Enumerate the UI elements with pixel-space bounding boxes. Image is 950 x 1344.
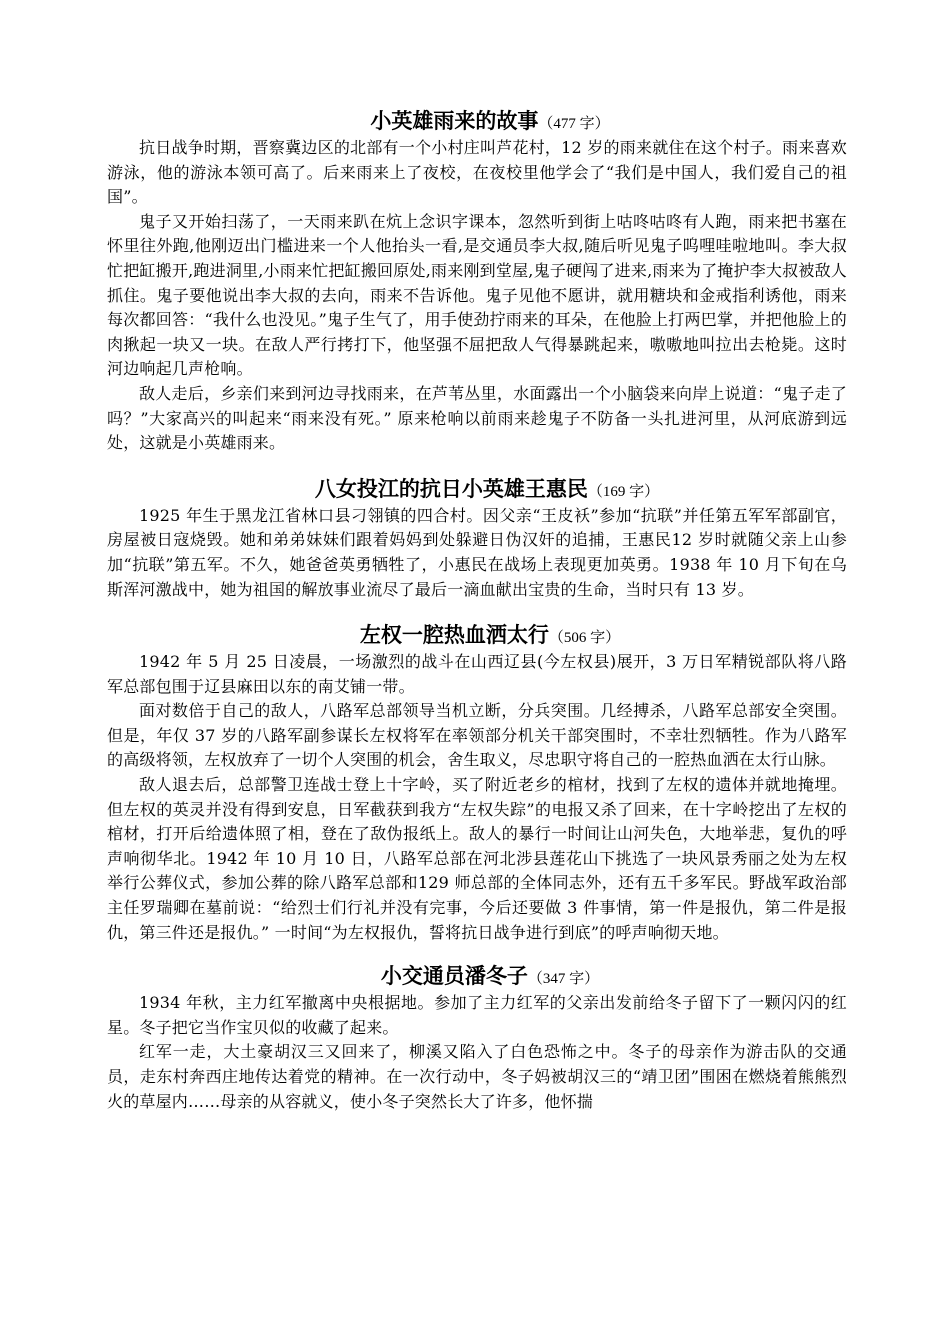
section-title-text: 左权一腔热血洒太行 [359, 623, 549, 648]
paragraph: 面对数倍于自己的敌人，八路军总部领导当机立断，分兵突围。几经搏杀，八路军总部安全突围。但是，年仅 37 岁的八路军副参谋长左权将军在率领部分机关干部突围时，不幸壮烈牺牲。作为八路军的高级将领，左权放弃了一切个人突围的机会，舍生取义，尽忠职守将自己的一腔热血洒在太行山脉。 [107, 701, 847, 770]
section-title [127, 472, 847, 504]
paragraph: 敌人退去后，总部警卫连战士登上十字岭，买了附近老乡的棺材，找到了左权的遗体并就地掩埋。但左权的英灵并没有得到安息，日军截获到我方“左权失踪”的电报又杀了回来，在十字岭挖出了左权的棺材，打开后给遗体照了相，登在了敌伪报纸上。敌人的暴行一时间让山河失色，大地举悲，复仇的呼声响彻华北。1942 年 10 月 10 日，八路军总部在河北涉县莲花山下挑选了一块风景秀丽之处为左权举行公葬仪式，参加公葬的除八路军总部和129 师总部的全体同志外，还有五千多军民。野战军政治部主任罗瑞卿在墓前说：“给烈士们行礼并没有完事，今后还要做 3 件事情，第一件是报仇，第二件是报仇，第三件还是报仇。” 一时间“为左权报仇，誓将抗日战争进行到底”的呼声响彻天地。 [107, 775, 847, 942]
section-title-text: 小英雄雨来的故事 [370, 109, 539, 133]
word-count: （477 字） [538, 116, 610, 132]
word-count: （169 字） [587, 483, 660, 500]
word-count: （506 字） [548, 630, 621, 647]
section-title-text: 八女投江的抗日小英雄王惠民 [314, 476, 588, 501]
paragraph: 鬼子又开始扫荡了，一天雨来趴在炕上念识字课本，忽然听到街上咕咚咕咚有人跑，雨来把书塞在怀里往外跑,他刚迈出门槛进来一个人他抬头一看,是交通员李大叔,随后听见鬼子呜哩哇啦地叫。李大叔忙把缸搬开,跑进洞里,小雨来忙把缸搬回原处,雨来刚到堂屋,鬼子硬闯了进来,雨来为了掩护李大叔被敌人抓住。鬼子要他说出李大叔的去向，雨来不告诉他。鬼子见他不愿讲，就用糖块和金戒指利诱他，雨来每次都回答：“我什么也没见。”鬼子生气了，用手使劲拧雨来的耳朵，在他脸上打两巴掌，并把他脸上的肉揪起一块又一块。在敌人严行拷打下，他坚强不屈把敌人气得暴跳起来，嗷嗷地叫拉出去枪毙。这时河边响起几声枪响。 [107, 211, 847, 379]
section-title [133, 104, 847, 136]
section-spacer [107, 945, 847, 959]
section-spacer [107, 456, 847, 472]
paragraph: 红军一走，大土豪胡汉三又回来了，柳溪又陷入了白色恐怖之中。冬子的母亲作为游击队的交通员，走东村奔西庄地传达着党的精神。在一次行动中，冬子妈被胡汉三的“靖卫团”围困在燃烧着熊熊烈火的草屋内……母亲的从容就义，使小冬子突然长大了许多，他怀揣 [107, 1042, 847, 1111]
section-title-text: 小交通员潘冬子 [380, 964, 528, 989]
section-spacer [107, 602, 847, 618]
section-title [133, 959, 847, 991]
paragraph: 抗日战争时期，晋察冀边区的北部有一个小村庄叫芦花村，12 岁的雨来就住在这个村子。雨来喜欢游泳，他的游泳本领可高了。后来雨来上了夜校，在夜校里他学会了“我们是中国人，我们爱自己的祖国”。 [107, 138, 847, 207]
section-title [133, 618, 847, 650]
paragraph: 1942 年 5 月 25 日凌晨，一场激烈的战斗在山西辽县(今左权县)展开，3 万日军精锐部队将八路军总部包围于辽县麻田以东的南艾铺一带。 [107, 652, 847, 696]
paragraph: 敌人走后，乡亲们来到河边寻找雨来，在芦苇丛里，水面露出一个小脑袋来向岸上说道：“鬼子走了吗？”大家高兴的叫起来“雨来没有死。” 原来枪响以前雨来趁鬼子不防备一头扎进河里，从河底游到远处，这就是小英雄雨来。 [107, 383, 847, 453]
word-count: （347 字） [527, 971, 600, 988]
paragraph: 1934 年秋，主力红军撤离中央根据地。参加了主力红军的父亲出发前给冬子留下了一颗闪闪的红星。冬子把它当作宝贝似的收藏了起来。 [107, 993, 847, 1037]
paragraph: 1925 年生于黑龙江省林口县刁翎镇的四合村。因父亲“王皮袄”参加“抗联”并任第五军军部副官，房屋被日寇烧毁。她和弟弟妹妹们跟着妈妈到处躲避日伪汉奸的追捕，王惠民12 岁时就随父亲上山参加“抗联”第五军。不久，她爸爸英勇牺牲了，小惠民在战场上表现更加英勇。1938 年 10 月下旬在乌斯浑河激战中，她为祖国的解放事业流尽了最后一滴血献出宝贵的生命，当时只有 13 岁。 [107, 505, 847, 599]
